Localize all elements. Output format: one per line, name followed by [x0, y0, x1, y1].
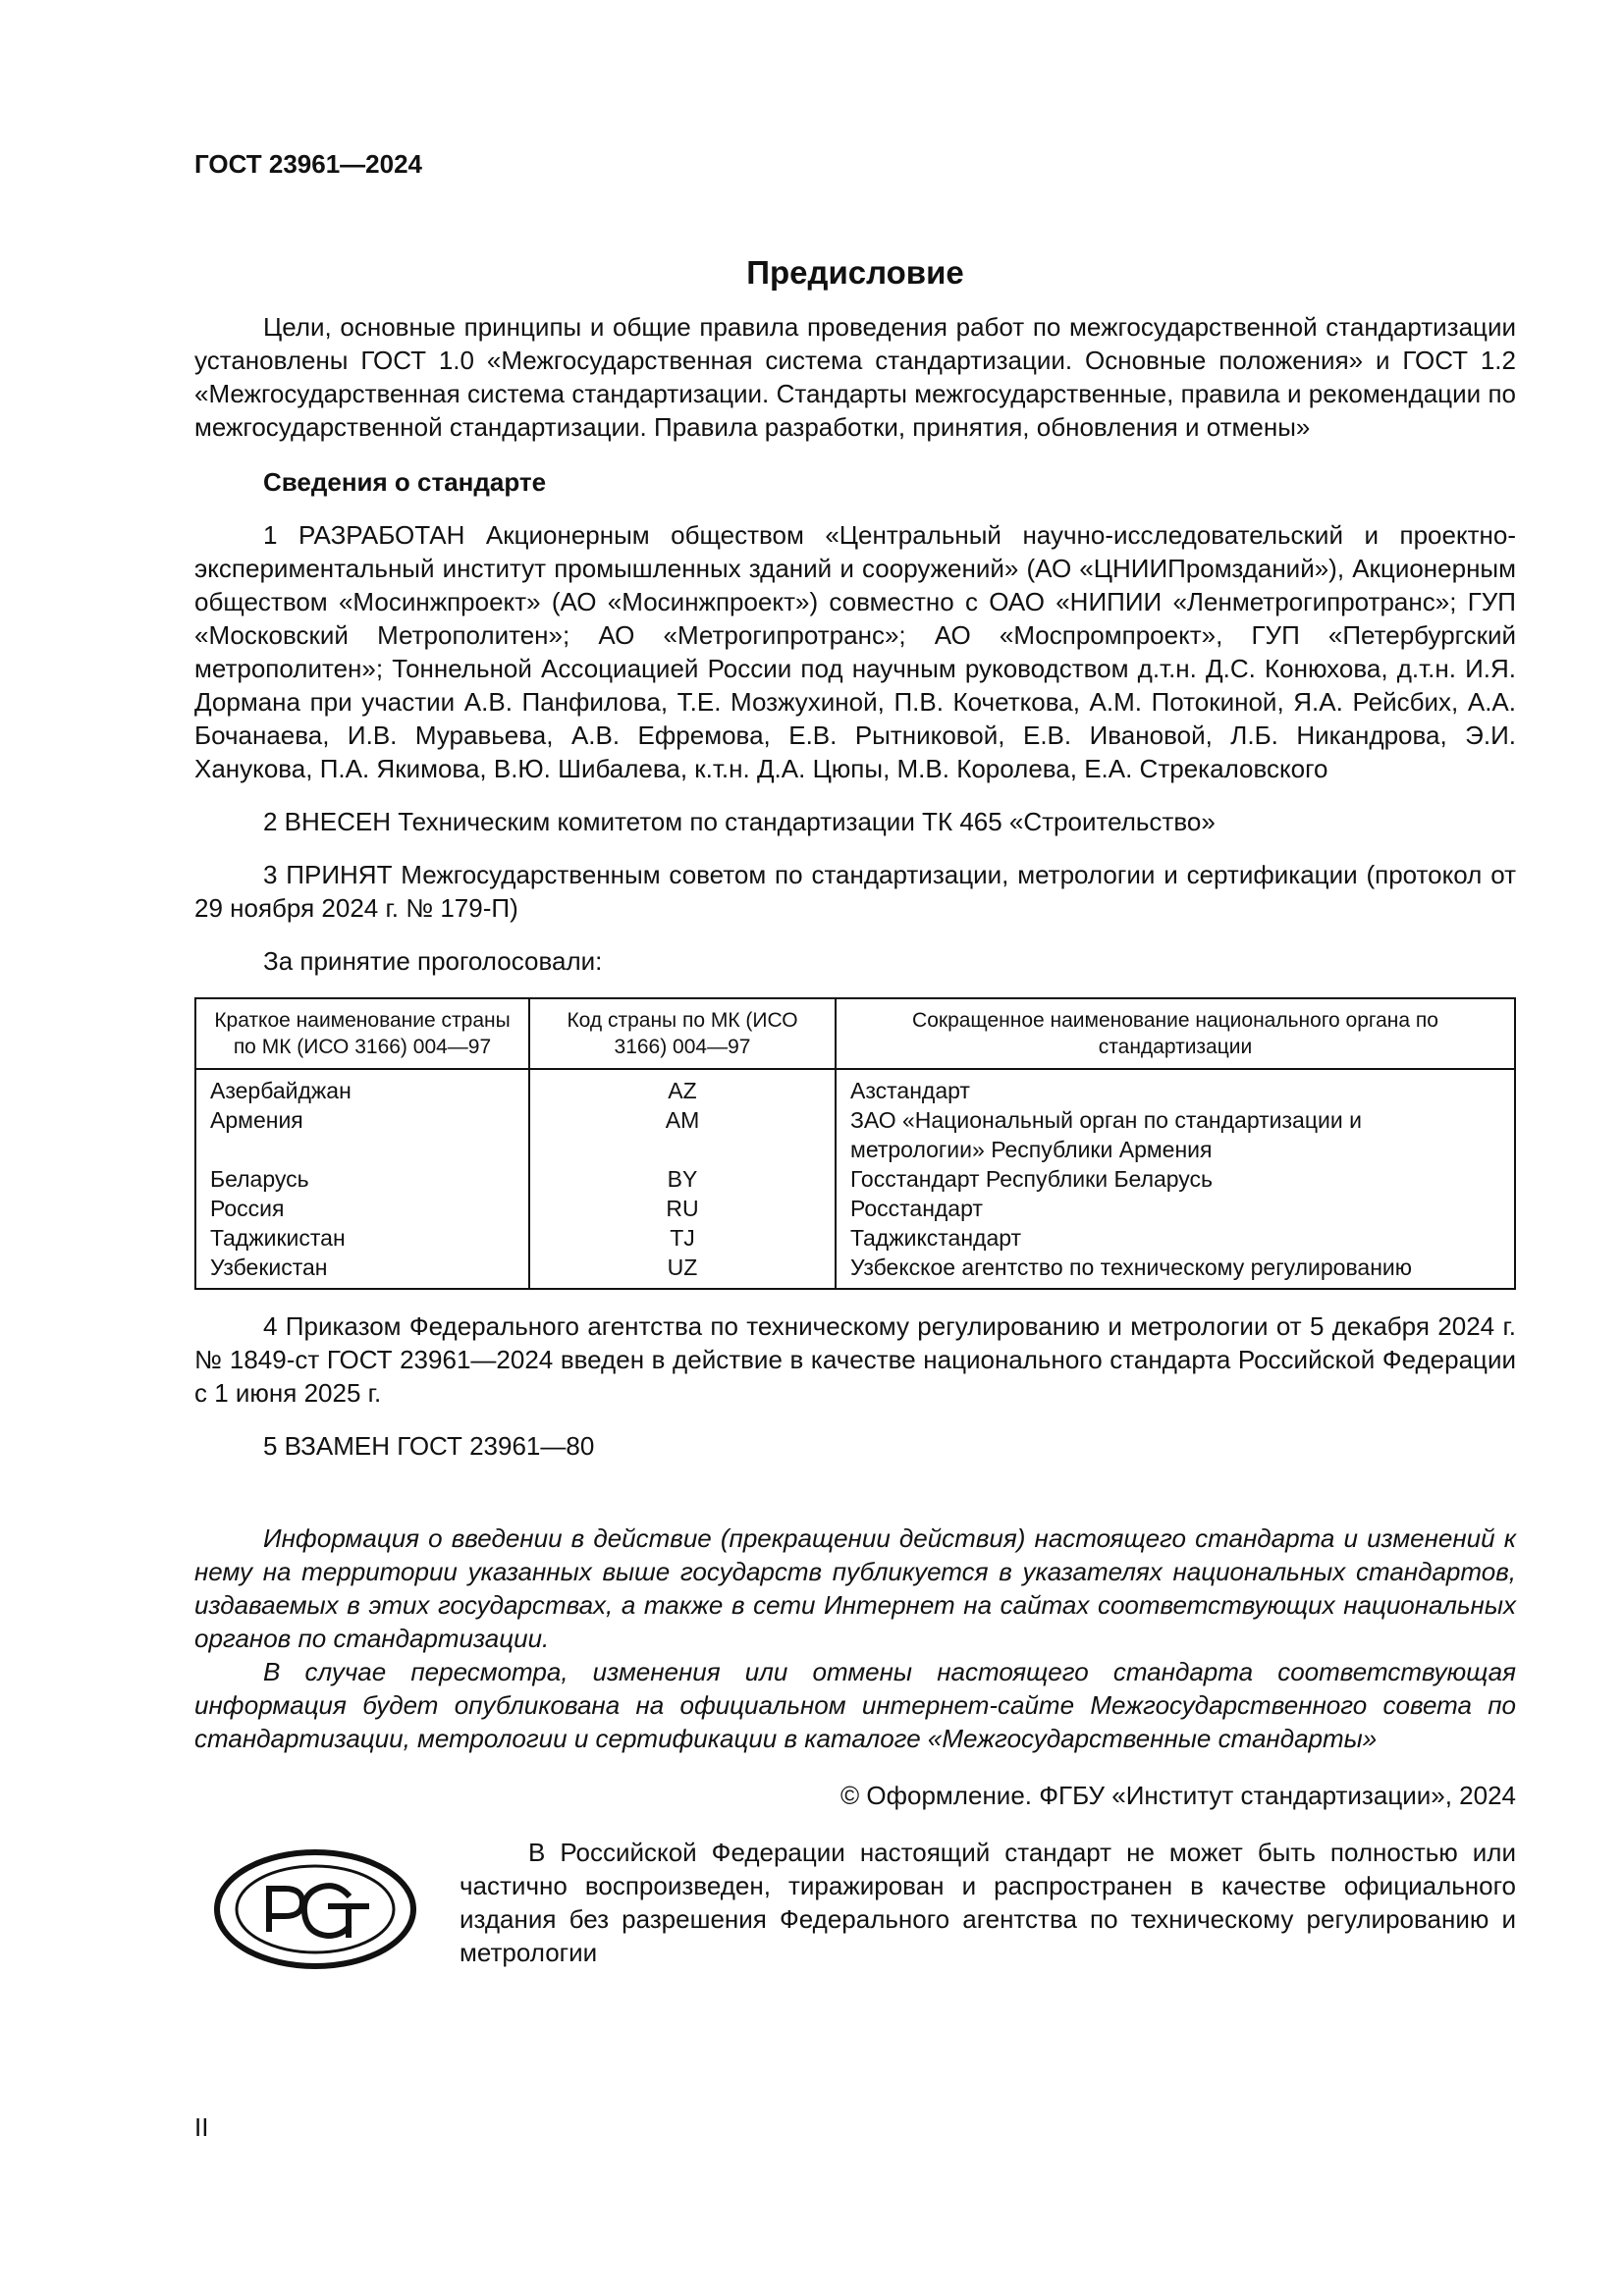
rst-mark-icon — [212, 1845, 418, 1981]
code-cell: BY — [529, 1164, 836, 1194]
table-row — [195, 1164, 1515, 1194]
voting-table — [194, 997, 1516, 1290]
body-cell: Узбекское агентство по техническому регулированию — [836, 1253, 1515, 1289]
table-header-row — [195, 998, 1515, 1069]
header-code: Код страны по МК (ИСО 3166) 004—97 — [529, 998, 836, 1069]
body-cell: Росстандарт — [836, 1194, 1515, 1223]
info-paragraph-2: В случае пересмотра, изменения или отмены настоящего стандарта соответствующая информация будет опубликована на официальном интернет-сайте Межгосударственного совета по стандартизации, метрологии и сертификации в каталоге «Межгосударственные стандарты» — [194, 1657, 1516, 1753]
standard-code: ГОСТ 23961—2024 — [194, 149, 422, 179]
code-cell: AZ — [529, 1069, 836, 1105]
body-cell: ЗАО «Национальный орган по стандартизации и метрологии» Республики Армения — [836, 1105, 1515, 1164]
body-cell: Азстандарт — [836, 1069, 1515, 1105]
content — [194, 147, 1516, 1983]
code-cell: UZ — [529, 1253, 836, 1289]
code-cell: TJ — [529, 1223, 836, 1253]
country-cell: Россия — [210, 1196, 285, 1221]
item-submitted: 2 ВНЕСЕН Техническим комитетом по стандартизации ТК 465 «Строительство» — [263, 807, 1216, 836]
body-cell: Таджикстандарт — [836, 1223, 1515, 1253]
table-row — [195, 1105, 1515, 1164]
intro-paragraph: Цели, основные принципы и общие правила проведения работ по межгосударственной стандартизации установлены ГОСТ 1.0 «Межгосударственная система стандартизации. Основные положения» и ГОСТ 1.2 «Межгосударственная система стандартизации. Стандарты межгосударственные, правила и рекомендации по межгосударственной стандартизации. Правила разработки, принятия, обновления и отмены» — [194, 312, 1516, 442]
page-title: Предисловие — [746, 254, 964, 291]
code-cell: RU — [529, 1194, 836, 1223]
country-cell: Беларусь — [210, 1166, 309, 1192]
country-cell: Армения — [210, 1107, 303, 1133]
country-cell: Таджикистан — [210, 1225, 346, 1251]
body-cell: Госстандарт Республики Беларусь — [836, 1164, 1515, 1194]
item-adopted: 3 ПРИНЯТ Межгосударственным советом по стандартизации, метрологии и сертификации (протокол от 29 ноября 2024 г. № 179-П) — [194, 860, 1516, 923]
item-enacted: 4 Приказом Федерального агентства по техническому регулированию и метрологии от 5 декабря 2024 г. № 1849-ст ГОСТ 23961—2024 введен в действие в качестве национального стандарта Российской Федерации с 1 июня 2025 г. — [194, 1311, 1516, 1408]
table-row — [195, 1223, 1515, 1253]
section-title: Сведения о стандарте — [263, 467, 547, 497]
country-cell: Узбекистан — [210, 1255, 328, 1280]
voted-label: За принятие проголосовали: — [263, 946, 603, 976]
table-row — [195, 1194, 1515, 1223]
table-row — [195, 1069, 1515, 1105]
item-developed: 1 РАЗРАБОТАН Акционерным обществом «Центральный научно-исследовательский и проектно-экспериментальный институт промышленных зданий и сооружений» (АО «ЦНИИПромзданий»), Акционерным обществом «Мосинжпроект» (АО «Мосинжпроект») совместно с ОАО «НИПИИ «Ленметрогипротранс»; ГУП «Московский Метрополитен»; АО «Метрогипротранс»; АО «Моспромпроект», ГУП «Петербургский метрополитен»; Тоннельной Ассоциацией России под научным руководством д.т.н. Д.С. Конюхова, д.т.н. И.Я. Дормана при участии А.В. Панфилова, Т.Е. Мозжухиной, П.В. Кочеткова, А.М. Потокиной, Я.А. Рейсбих, А.А. Бочанаева, И.В. Муравьева, А.В. Ефремова, Е.В. Рытниковой, Е.В. Ивановой, Л.Б. Никандрова, Э.И. Ханукова, П.А. Якимова, В.Ю. Шибалева, к.т.н. Д.А. Цюпы, М.В. Королева, Е.А. Стрекаловского — [194, 520, 1516, 783]
header-body: Сокращенное наименование национального органа по стандартизации — [836, 998, 1515, 1069]
item-replaces: 5 ВЗАМЕН ГОСТ 23961—80 — [263, 1431, 595, 1461]
table-row — [195, 1253, 1515, 1289]
copyright-line: © Оформление. ФГБУ «Институт стандартизации», 2024 — [840, 1781, 1516, 1810]
country-cell: Азербайджан — [210, 1078, 352, 1103]
info-paragraph-1: Информация о введении в действие (прекращении действия) настоящего стандарта и изменений к нему на территории указанных выше государств публикуется в указателях национальных стандартов, издаваемых в этих государствах, а также в сети Интернет на сайтах соответствующих национальных органов по стандартизации. — [194, 1523, 1516, 1653]
page-number: II — [194, 2112, 209, 2142]
header-country: Краткое наименование страны по МК (ИСО 3166) 004—97 — [195, 998, 529, 1069]
code-cell: AM — [529, 1105, 836, 1164]
notice-block — [194, 1836, 1516, 1983]
copyright-notice: В Российской Федерации настоящий стандарт не может быть полностью или частично воспроизведен, тиражирован и распространен в качестве официального издания без разрешения Федерального агентства по техническому регулированию и метрологии — [460, 1838, 1516, 1967]
